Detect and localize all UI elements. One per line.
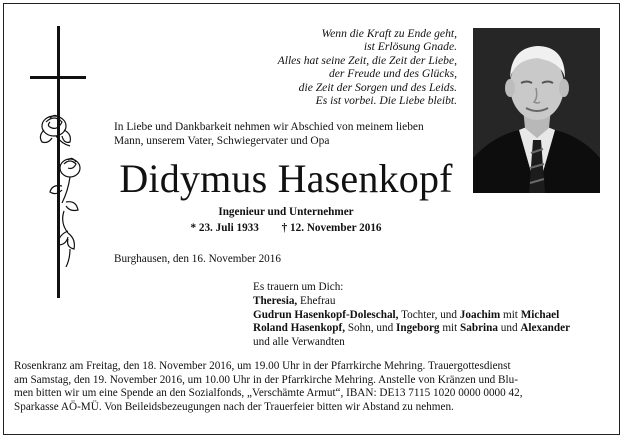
poem-line: Alles hat seine Zeit, die Zeit der Liebe, [277,53,457,67]
poem-line: die Zeit der Sorgen und des Leids. [298,80,457,94]
death-date: † 12. November 2016 [281,222,382,234]
mourner-name: Roland Hasenkopf, [253,322,346,335]
service-line: Rosenkranz am Freitag, den 18. November 2016, um 19.00 Uhr in der Pfarrkirche Mehring. Trauergottesdienst [14,360,511,372]
connector: und [497,322,521,335]
mourner-relation: Tochter, und [398,308,460,321]
mourner-relation: Sohn, und [345,322,396,335]
mourner-line: und alle Verwandten [253,336,345,349]
cross-with-roses-icon [24,26,94,298]
service-line: men bitten wir um eine Spende an den Sozialfonds, „Verschämte Armut“, IBAN: DE13 7115 1020 0000 0000 42, [14,387,523,400]
mourner-name: Alexander [520,322,571,335]
mourner-name: Joachim [459,308,501,321]
portrait-photo [473,28,600,193]
intro-line: In Liebe und Dankbarkeit nehmen wir Abschied von meinem lieben [114,121,424,133]
intro-line: Mann, unserem Vater, Schwiegervater und Opa [114,134,330,147]
mourner-name: Gudrun Hasenkopf-Doleschal, [253,308,399,321]
mourner-line [253,295,608,309]
service-info [14,360,610,415]
occupation: Ingenieur und Unternehmer [218,206,354,218]
mourners-list [253,281,608,350]
connector: mit [500,308,521,321]
mourner-name: Theresia, [253,294,298,307]
place-date: Burghausen, den 16. November 2016 [114,253,281,265]
mourner-line [253,322,608,336]
mourner-name: Michael [520,308,560,321]
deceased-name: Didymus Hasenkopf [119,156,453,201]
mourner-name: Sabrina [460,322,498,335]
mourner-name: Ingeborg [396,322,440,335]
poem-line: Wenn die Kraft zu Ende geht, [321,27,457,40]
poem-line: ist Erlösung Gnade. [363,40,457,54]
mourners-heading: Es trauern um Dich: [253,281,344,293]
intro-text [114,121,464,149]
poem-line: Es ist vorbei. Die Liebe bleibt. [315,94,457,108]
mourner-relation: Ehefrau [297,294,336,307]
life-dates [114,222,458,234]
service-line: Sparkasse AÖ-MÜ. Von Beileidsbezeugungen nach der Trauerfeier bitten wir Abstand zu nehmen. [14,401,454,414]
birth-date: * 23. Juli 1933 [190,222,259,234]
portrait-image [473,28,600,193]
connector: mit [439,322,461,335]
mourner-line [253,309,608,323]
service-line: am Samstag, den 19. November 2016, um 10.00 Uhr in der Pfarrkirche Mehring. Anstelle von Kränzen und Blu- [14,373,518,386]
poem [157,27,457,107]
poem-line: der Freude und des Glücks, [328,67,457,81]
